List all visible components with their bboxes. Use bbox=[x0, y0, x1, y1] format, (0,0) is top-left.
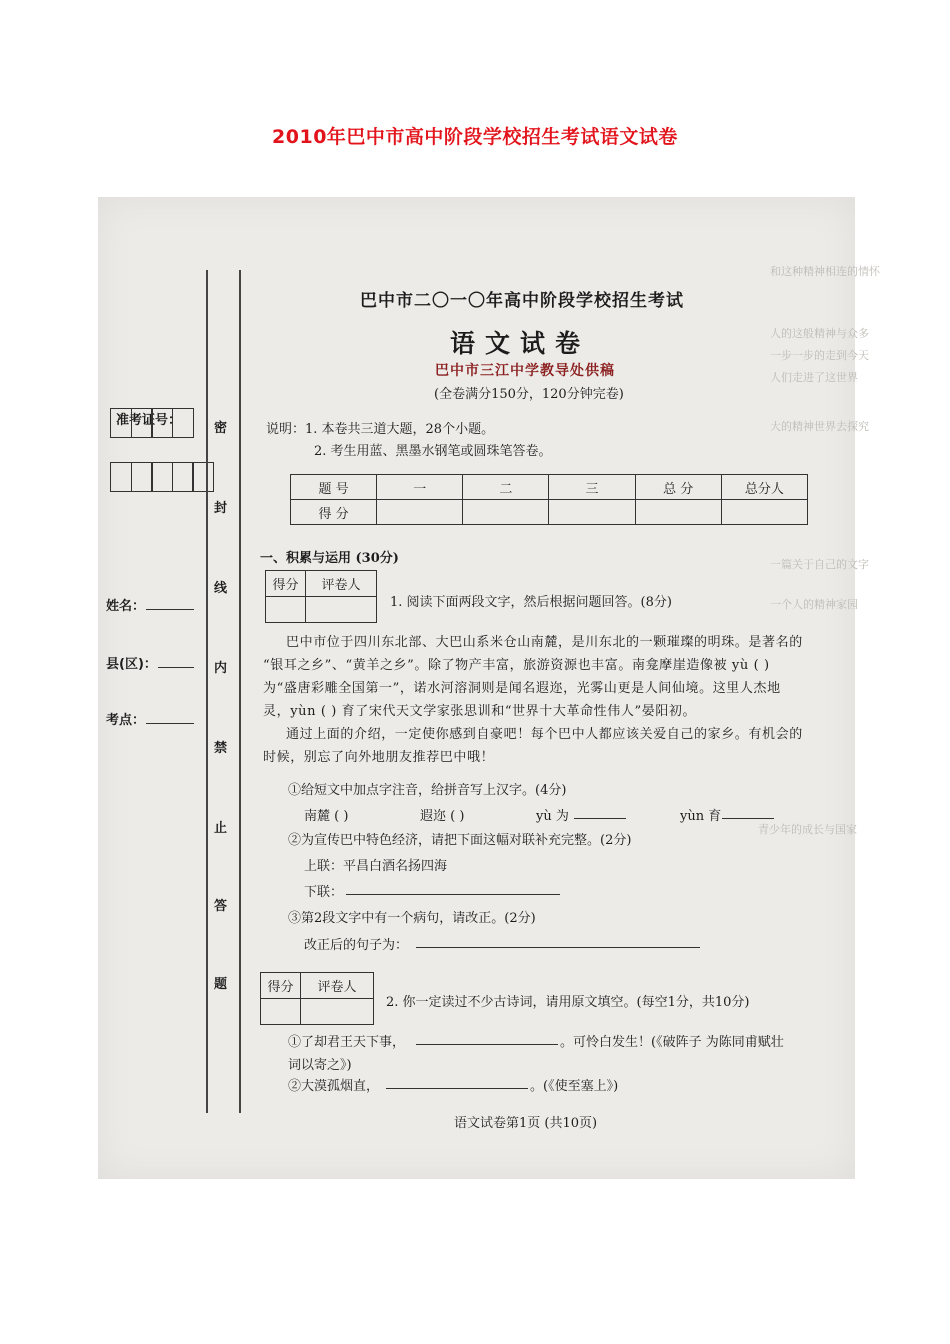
page-title: 2010年巴中市高中阶段学校招生考试语文试卷 bbox=[272, 126, 678, 148]
passage-line: “银耳之乡”、“黄羊之乡”。除了物产丰富，旅游资源也丰富。南龛摩崖造像被 yù ( ) bbox=[263, 658, 770, 673]
answer-blank[interactable] bbox=[386, 1088, 528, 1089]
site-field[interactable] bbox=[146, 723, 194, 724]
q1-1-item: yù 为 bbox=[536, 809, 569, 824]
passage-line: 为“盛唐彩雕全国第一”，诺水河溶洞则是闻名遐迩，光雾山更是人间仙境。这里人杰地 bbox=[263, 681, 781, 696]
exam-header: 巴中市二〇一〇年高中阶段学校招生考试 bbox=[360, 291, 684, 311]
passage-line: 通过上面的介绍，一定使你感到自豪吧！每个巴中人都应该关爱自己的家乡。有机会的 bbox=[286, 727, 803, 742]
score-table bbox=[290, 474, 808, 525]
passage-line: 巴中市位于四川东北部、大巴山系米仓山南麓，是川东北的一颗璀璨的明珠。是著名的 bbox=[286, 635, 803, 650]
question-1: 1. 阅读下面两段文字，然后根据问题回答。(8分) bbox=[390, 595, 672, 610]
score-table-cell: 得 分 bbox=[291, 500, 377, 525]
answer-blank[interactable] bbox=[416, 947, 700, 948]
score-input-cell[interactable] bbox=[377, 500, 463, 525]
grader-input[interactable] bbox=[261, 999, 301, 1025]
grader-box-1 bbox=[265, 570, 377, 623]
q2-1-start: ①了却君王天下事， bbox=[288, 1035, 406, 1050]
seal-char: 禁 bbox=[214, 741, 228, 756]
grader-label: 评卷人 bbox=[301, 973, 374, 999]
subject-title: 语文试卷 bbox=[450, 329, 591, 358]
q2-1-source: 词以寄之》) bbox=[288, 1058, 352, 1073]
q1-1-item: 遐迩 ( ) bbox=[420, 809, 465, 824]
seal-line-left bbox=[206, 270, 208, 1113]
q2-2-end: 。(《使至塞上》) bbox=[530, 1079, 619, 1094]
provider-line: 巴中市三江中学教导处供稿 bbox=[435, 363, 615, 379]
score-input-cell[interactable] bbox=[463, 500, 549, 525]
grader-label: 评卷人 bbox=[306, 571, 377, 597]
grader-input[interactable] bbox=[266, 597, 306, 623]
name-field[interactable] bbox=[146, 609, 194, 610]
score-table-cell: 三 bbox=[549, 475, 635, 500]
score-input-cell[interactable] bbox=[721, 500, 807, 525]
page-footer: 语文试卷第1页 (共10页) bbox=[454, 1116, 598, 1131]
exam-number-boxes-2[interactable] bbox=[110, 462, 213, 492]
seal-char: 封 bbox=[214, 501, 228, 516]
score-table-cell: 题 号 bbox=[291, 475, 377, 500]
county-label: 县(区)： bbox=[106, 657, 157, 672]
q1-1-item: yùn 育 bbox=[680, 809, 722, 824]
q2-1-end: 。可怜白发生！(《破阵子 为陈同甫赋壮 bbox=[560, 1035, 784, 1050]
q1-1-item: 南麓 ( ) bbox=[304, 809, 349, 824]
passage-line: 时候，别忘了向外地朋友推荐巴中哦！ bbox=[263, 750, 495, 765]
couplet-upper: 上联：平昌白酒名扬四海 bbox=[304, 859, 448, 874]
question-1-1: ①给短文中加点字注音，给拼音写上汉字。(4分) bbox=[288, 783, 567, 798]
score-table-cell: 总 分 bbox=[635, 475, 721, 500]
grader-box-2 bbox=[260, 972, 374, 1025]
seal-char: 密 bbox=[214, 421, 228, 436]
q2-2-start: ②大漠孤烟直， bbox=[288, 1079, 380, 1094]
instruction-1: 说明：1. 本卷共三道大题，28个小题。 bbox=[266, 422, 495, 437]
answer-blank[interactable] bbox=[722, 818, 774, 819]
seal-char: 止 bbox=[214, 821, 228, 836]
grader-label: 得分 bbox=[266, 571, 306, 597]
grader-input[interactable] bbox=[306, 597, 377, 623]
site-label: 考点： bbox=[106, 713, 146, 728]
score-table-cell: 二 bbox=[463, 475, 549, 500]
score-input-cell[interactable] bbox=[635, 500, 721, 525]
exam-number-label: 准考证号： bbox=[116, 413, 182, 428]
section-1-heading: 一、积累与运用 (30分) bbox=[260, 551, 399, 566]
instruction-2: 2. 考生用蓝、黑墨水钢笔或圆珠笔答卷。 bbox=[314, 444, 552, 459]
seal-line-right bbox=[239, 270, 241, 1113]
score-table-cell: 总分人 bbox=[721, 475, 807, 500]
grader-input[interactable] bbox=[301, 999, 374, 1025]
grader-label: 得分 bbox=[261, 973, 301, 999]
answer-blank[interactable] bbox=[574, 818, 626, 819]
score-table-cell: 一 bbox=[377, 475, 463, 500]
exam-number-boxes-1[interactable] bbox=[110, 408, 192, 438]
couplet-lower-label: 下联： bbox=[304, 885, 344, 900]
score-note: (全卷满分150分，120分钟完卷) bbox=[434, 387, 624, 402]
seal-char: 答 bbox=[214, 899, 228, 914]
score-input-cell[interactable] bbox=[549, 500, 635, 525]
question-1-2: ②为宣传巴中特色经济，请把下面这幅对联补充完整。(2分) bbox=[288, 833, 632, 848]
seal-char: 线 bbox=[214, 581, 228, 596]
answer-blank[interactable] bbox=[416, 1044, 558, 1045]
seal-char: 题 bbox=[214, 977, 228, 992]
question-2: 2. 你一定读过不少古诗词，请用原文填空。(每空1分，共10分) bbox=[386, 995, 750, 1010]
county-field[interactable] bbox=[158, 667, 194, 668]
seal-char: 内 bbox=[214, 661, 228, 676]
passage-line: 灵，yùn ( ) 育了宋代天文学家张思训和“世界十大革命性伟人”晏阳初。 bbox=[263, 704, 697, 719]
exam-scan: 和这种精神相连的情怀 人的这般精神与众多 一步一步的走到今天 人们走进了这世界 大的精神世界去探究 一篇关于自己的文字 一个人的精神家园 青少年的成长与国家 准考证号： 姓名： 县(区)： 考点： 密 封 线 内 禁 止 答 题 巴中市二〇一〇年高中阶段学校招生考试 语文试卷 巴中市三江中学教导处供稿 (全卷满分150分，120分钟完卷) 说明：1. 本卷共三道大题，28个小题。 2. 考生用蓝、黑墨水钢笔或圆珠笔答卷。 题 号 一 二 三 总 分 总分人 得 分 一、积累与运用 (30分) 得分 评卷人 1. 阅读下面两段文字，然后根据问题回答。(8分) 巴中市位于四川东北部、大巴山系米仓山南麓，是川东北的一颗璀璨的明珠。是著名的 “银耳之乡”、“黄羊之乡”。除了物产丰富，旅游资源也丰富。南龛摩崖造像被 yù ( ) 为“盛唐彩雕全国第一”，诺水河溶洞则是闻名遐迩，光雾山更是人间仙境。这里人杰地 灵，yùn ( ) 育了宋代天文学家张思训和“世界十大革命性伟人”晏阳初。 通过上面的介绍，一定使你感到自豪吧！每个巴中人都应该关爱自己的家乡。有机会的 时候，别忘了向外地朋友推荐巴中哦！ ①给短文中加点字注音，给拼音写上汉字。(4分) 南麓 ( ) 遐迩 ( ) yù 为 yùn 育 ②为宣传巴中特色经济，请把下面这幅对联补充完整。(2分) 上联：平昌白酒名扬四海 下联： ③第2段文字中有一个病句，请改正。(2分) 改正后的句子为： 得分 评卷人 2. 你一定读过不少古诗词，请用原文填空。(每空1分，共10分) ①了却君王天下事， 。可怜白发生！(《破阵子 为陈同甫赋壮 词以寄之》) ②大漠孤烟直， 。(《使至塞上》) 语文试卷第1页 (共10页) bbox=[98, 197, 855, 1179]
answer-blank[interactable] bbox=[346, 894, 560, 895]
question-1-3: ③第2段文字中有一个病句，请改正。(2分) bbox=[288, 911, 536, 926]
correction-label: 改正后的句子为： bbox=[304, 938, 409, 953]
name-label: 姓名： bbox=[106, 599, 146, 614]
